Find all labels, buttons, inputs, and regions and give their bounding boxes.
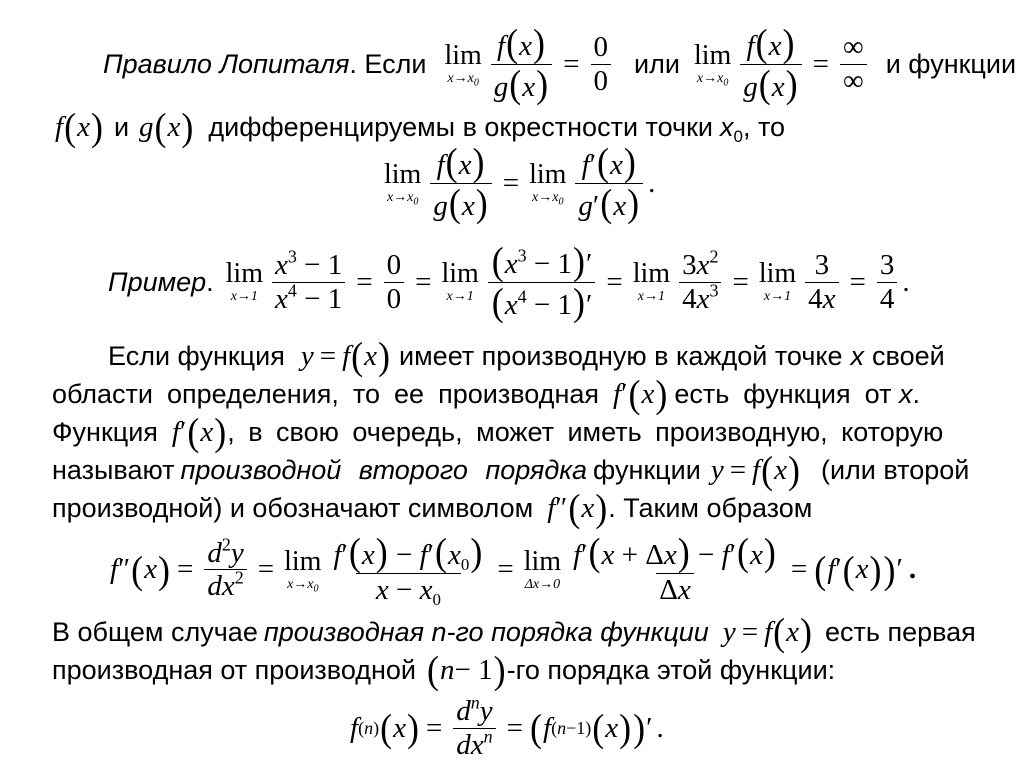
para1-line3-text: , в свою очередь, может иметь производную, которую	[227, 416, 944, 447]
differentiable-text: дифференцируемы в окрестности точки	[208, 111, 713, 142]
para1-text-b: имеет производную в каждой точке	[399, 340, 843, 371]
function-word: Функция	[52, 416, 158, 447]
example-label: Пример.	[108, 266, 214, 297]
word: то	[352, 378, 380, 409]
y-equals-f-x-2: y = f ( x )	[710, 448, 800, 492]
n-minus-1: ( n − 1 )	[427, 648, 506, 692]
example-formula: lim x→1 $\frac{x^3 - 1}{x^4 - 1}$ = $\frac{0}{0}$ = lim x→1 $\frac{(x^3 - 1)'}{(x^4 - 1)'}$ = lim x→1 $\frac{3x^2}{4x^3}$ = lim x→1 $\frac{3}{4x}$ = $\frac{3}{4}$ .	[225, 238, 910, 324]
f-prime-x: f ′ ( x ) есть	[613, 372, 730, 416]
nth-order-derivative-term: производная n-го порядка функции	[263, 616, 709, 647]
is-first-text: есть первая	[825, 616, 976, 647]
f-of-x: f ( x )	[55, 105, 103, 149]
word: ее	[394, 378, 425, 409]
function-word-2: функции	[593, 454, 701, 485]
formula-limit-zero-over-zero: lim $x\to x_0$ $\frac{f(x)}{g(x)}$ = $\frac{0}{0}$	[440, 25, 616, 104]
then-word: , то	[742, 111, 786, 142]
second-order-derivative-term: производной второго порядка	[180, 454, 588, 485]
para2-line1	[52, 612, 976, 652]
or-second-text: (или второй	[820, 454, 970, 485]
second-derivative-formula: f ″ ( x ) = $\frac{d^2y}{dx^2}$ = lim $x\to x_0$ $\frac{f'(x) - f'(x_0)}{x - x_0}$ = lim Δx→0 $\frac{f'(x + \Delta x) - f'(x)}{\Delta x}$ = ( f ′ ( x ) ) ′ .	[110, 530, 917, 610]
para1-line2	[52, 374, 920, 414]
word: функция	[743, 378, 851, 409]
and-word: и	[113, 111, 130, 142]
and-functions-text: и функции	[885, 48, 1017, 79]
or-word: или	[634, 48, 680, 79]
formula-limit-inf-over-inf: lim $x\to x_0$ $\frac{f(x)}{g(x)}$ = $\frac{\infty}{\infty}$	[690, 25, 872, 104]
example-line	[108, 232, 910, 332]
rule-title: Правило Лопиталя. Если	[103, 48, 427, 79]
lopital-rule-line	[103, 20, 1017, 106]
y-equals-f-x: y = f ( x )	[300, 334, 391, 378]
nth-derivative-formula: f (n) ( x ) = $\frac{d^ny}{dx^n}$ = ( f (n−1) ( x ) ) ′ .	[350, 692, 664, 761]
point-x0: $x_0$	[719, 111, 743, 146]
called-word: называют	[52, 454, 175, 485]
word: области	[52, 378, 153, 409]
para1-line1	[108, 336, 945, 376]
g-of-x: g ( x )	[139, 105, 194, 149]
para1-line5	[52, 488, 812, 528]
denote-text: производной) и обозначают символом	[52, 492, 534, 523]
order-text: -го порядка этой функции:	[506, 654, 836, 685]
word: определения,	[167, 378, 339, 409]
f-double-prime-x: f ″ ( x )	[547, 486, 608, 530]
word: производная	[438, 378, 599, 409]
para1-line4	[52, 450, 969, 490]
thus-text: . Таким образом	[608, 492, 813, 523]
para1-x: x	[850, 340, 865, 371]
para2-line2	[52, 650, 835, 690]
word: от x.	[864, 378, 920, 409]
y-equals-f-x-3: y = f ( x )	[722, 610, 812, 654]
para1-text-a: Если функция	[108, 340, 285, 371]
derivative-of-text: производная от производной	[52, 654, 417, 685]
general-case-text: В общем случае	[52, 616, 258, 647]
para1-text-c: своей	[872, 340, 945, 371]
lopital-result-formula: lim $x\to x_0$ $\frac{f(x)}{g(x)}$ = lim $x\to x_0$ $\frac{f'(x)}{g'(x)}$ .	[384, 139, 656, 225]
f-prime-x-2: f ′ ( x )	[171, 410, 227, 454]
